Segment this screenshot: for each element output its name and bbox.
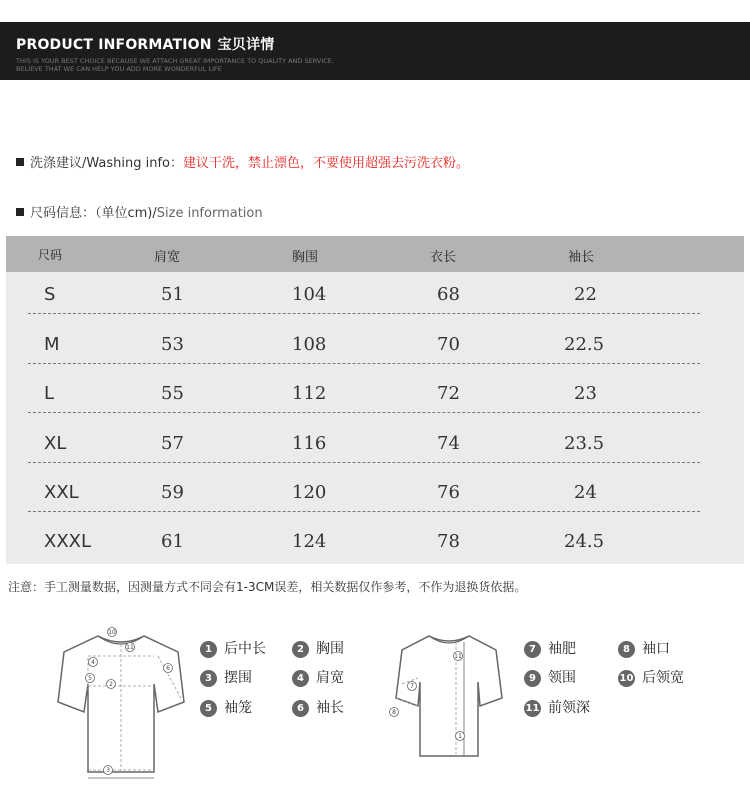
legend-item xyxy=(200,697,252,717)
table-row xyxy=(6,519,744,568)
cell-size: XXL xyxy=(44,482,79,503)
bullet-square-icon xyxy=(16,208,24,216)
cell-shoulder: 61 xyxy=(161,531,184,552)
cell-length: 68 xyxy=(437,284,460,305)
cell-shoulder: 57 xyxy=(161,433,184,454)
legend-text: 胸围 xyxy=(316,641,344,657)
row-divider xyxy=(28,511,700,512)
header-size: 尺码 xyxy=(38,248,63,262)
legend-item xyxy=(200,667,252,687)
size-info-label: 尺码信息：（单位cm)/ xyxy=(30,206,157,221)
diagram-label: 8 xyxy=(392,709,396,716)
size-info-label-en: Size information xyxy=(156,206,263,221)
header-length: 衣长 xyxy=(430,250,457,265)
washing-value: 建议干洗，禁止漂色，不要使用超强去污洗衣粉。 xyxy=(183,156,470,171)
cell-chest: 112 xyxy=(292,383,327,404)
legend-item xyxy=(292,697,344,717)
diagram-label: 11 xyxy=(454,653,462,660)
cell-shoulder: 51 xyxy=(161,284,184,305)
legend-item xyxy=(292,638,344,658)
legend-item xyxy=(292,667,344,687)
diagram-label: 4 xyxy=(91,659,95,666)
legend-text: 袖口 xyxy=(642,641,670,657)
legend-item xyxy=(200,638,266,658)
legend-text: 袖肥 xyxy=(548,641,576,657)
cell-sleeve: 24 xyxy=(574,482,597,503)
row-divider xyxy=(28,412,700,413)
row-divider xyxy=(28,462,700,463)
size-table xyxy=(6,236,744,564)
banner-subtitle-2: BELIEVE THAT WE CAN HELP YOU ADD MORE WONDERFUL LIFE xyxy=(16,65,222,73)
banner-title-en: PRODUCT INFORMATION xyxy=(16,37,212,53)
cell-chest: 116 xyxy=(292,433,327,454)
legend-number: 6 xyxy=(292,700,309,717)
legend-number: 11 xyxy=(524,700,541,717)
diagram-label: 5 xyxy=(88,675,92,682)
legend-number: 3 xyxy=(200,670,217,687)
cell-chest: 124 xyxy=(292,531,327,552)
legend-text: 袖长 xyxy=(316,700,344,716)
table-header xyxy=(6,236,744,272)
cell-size: M xyxy=(44,334,60,355)
legend-number: 8 xyxy=(618,641,635,658)
measurement-note: 注意：手工测量数据，因测量方式不同会有1-3CM误差，相关数据仅作参考，不作为退换货依据。 xyxy=(8,580,527,594)
header-chest: 胸围 xyxy=(292,250,319,265)
cell-sleeve: 24.5 xyxy=(564,531,605,552)
header-shoulder: 肩宽 xyxy=(154,250,181,265)
cell-size: S xyxy=(44,284,56,305)
legend-number: 10 xyxy=(618,670,635,687)
cell-length: 72 xyxy=(437,383,460,404)
header-banner xyxy=(0,22,750,80)
banner-title xyxy=(16,34,274,54)
diagram-label: 7 xyxy=(410,683,414,690)
legend-item xyxy=(524,697,590,717)
legend-text: 袖笼 xyxy=(224,700,252,716)
banner-title-cn: 宝贝详情 xyxy=(217,37,275,53)
cell-sleeve: 23.5 xyxy=(564,433,605,454)
legend-item xyxy=(618,667,684,687)
cell-shoulder: 55 xyxy=(161,383,184,404)
header-sleeve: 袖长 xyxy=(568,250,595,265)
diagram-label: 3 xyxy=(106,767,110,774)
legend-text: 后领宽 xyxy=(642,670,684,686)
cell-size: XL xyxy=(44,433,67,454)
cell-size: L xyxy=(44,383,55,404)
tshirt-front-diagram xyxy=(46,622,196,782)
legend-text: 摆围 xyxy=(224,670,252,686)
washing-info xyxy=(16,152,469,171)
cell-length: 74 xyxy=(437,433,460,454)
cell-chest: 120 xyxy=(292,482,327,503)
diagram-label: 10 xyxy=(108,629,116,636)
tshirt-back-diagram xyxy=(384,626,514,766)
legend-number: 1 xyxy=(200,641,217,658)
row-divider xyxy=(28,313,700,314)
banner-subtitle-1: THIS IS YOUR BEST CHOICE BECAUSE WE ATTACH GREAT IMPORTANCE TO QUALITY AND SERVICE. xyxy=(16,57,334,65)
cell-sleeve: 23 xyxy=(574,383,597,404)
legend-number: 9 xyxy=(524,670,541,687)
legend-text: 前领深 xyxy=(548,700,590,716)
legend-item xyxy=(618,638,670,658)
diagram-label: 2 xyxy=(109,681,113,688)
legend-text: 领围 xyxy=(548,670,576,686)
cell-size: XXXL xyxy=(44,531,92,552)
cell-sleeve: 22.5 xyxy=(564,334,605,355)
diagram-label: 6 xyxy=(166,665,170,672)
cell-shoulder: 59 xyxy=(161,482,184,503)
cell-shoulder: 53 xyxy=(161,334,184,355)
row-divider xyxy=(28,363,700,364)
legend-number: 7 xyxy=(524,641,541,658)
legend-item xyxy=(524,638,576,658)
cell-length: 70 xyxy=(437,334,460,355)
cell-length: 76 xyxy=(437,482,460,503)
legend-text: 肩宽 xyxy=(316,670,344,686)
cell-chest: 108 xyxy=(292,334,327,355)
washing-label: 洗涤建议/Washing info： xyxy=(30,156,183,171)
legend-text: 后中长 xyxy=(224,641,266,657)
size-info xyxy=(16,202,263,221)
bullet-square-icon xyxy=(16,158,24,166)
cell-chest: 104 xyxy=(292,284,327,305)
legend-number: 5 xyxy=(200,700,217,717)
legend-item xyxy=(524,667,576,687)
diagram-label: 1 xyxy=(458,733,462,740)
legend-number: 4 xyxy=(292,670,309,687)
diagram-label: 11 xyxy=(126,644,134,651)
cell-length: 78 xyxy=(437,531,460,552)
legend-number: 2 xyxy=(292,641,309,658)
cell-sleeve: 22 xyxy=(574,284,597,305)
